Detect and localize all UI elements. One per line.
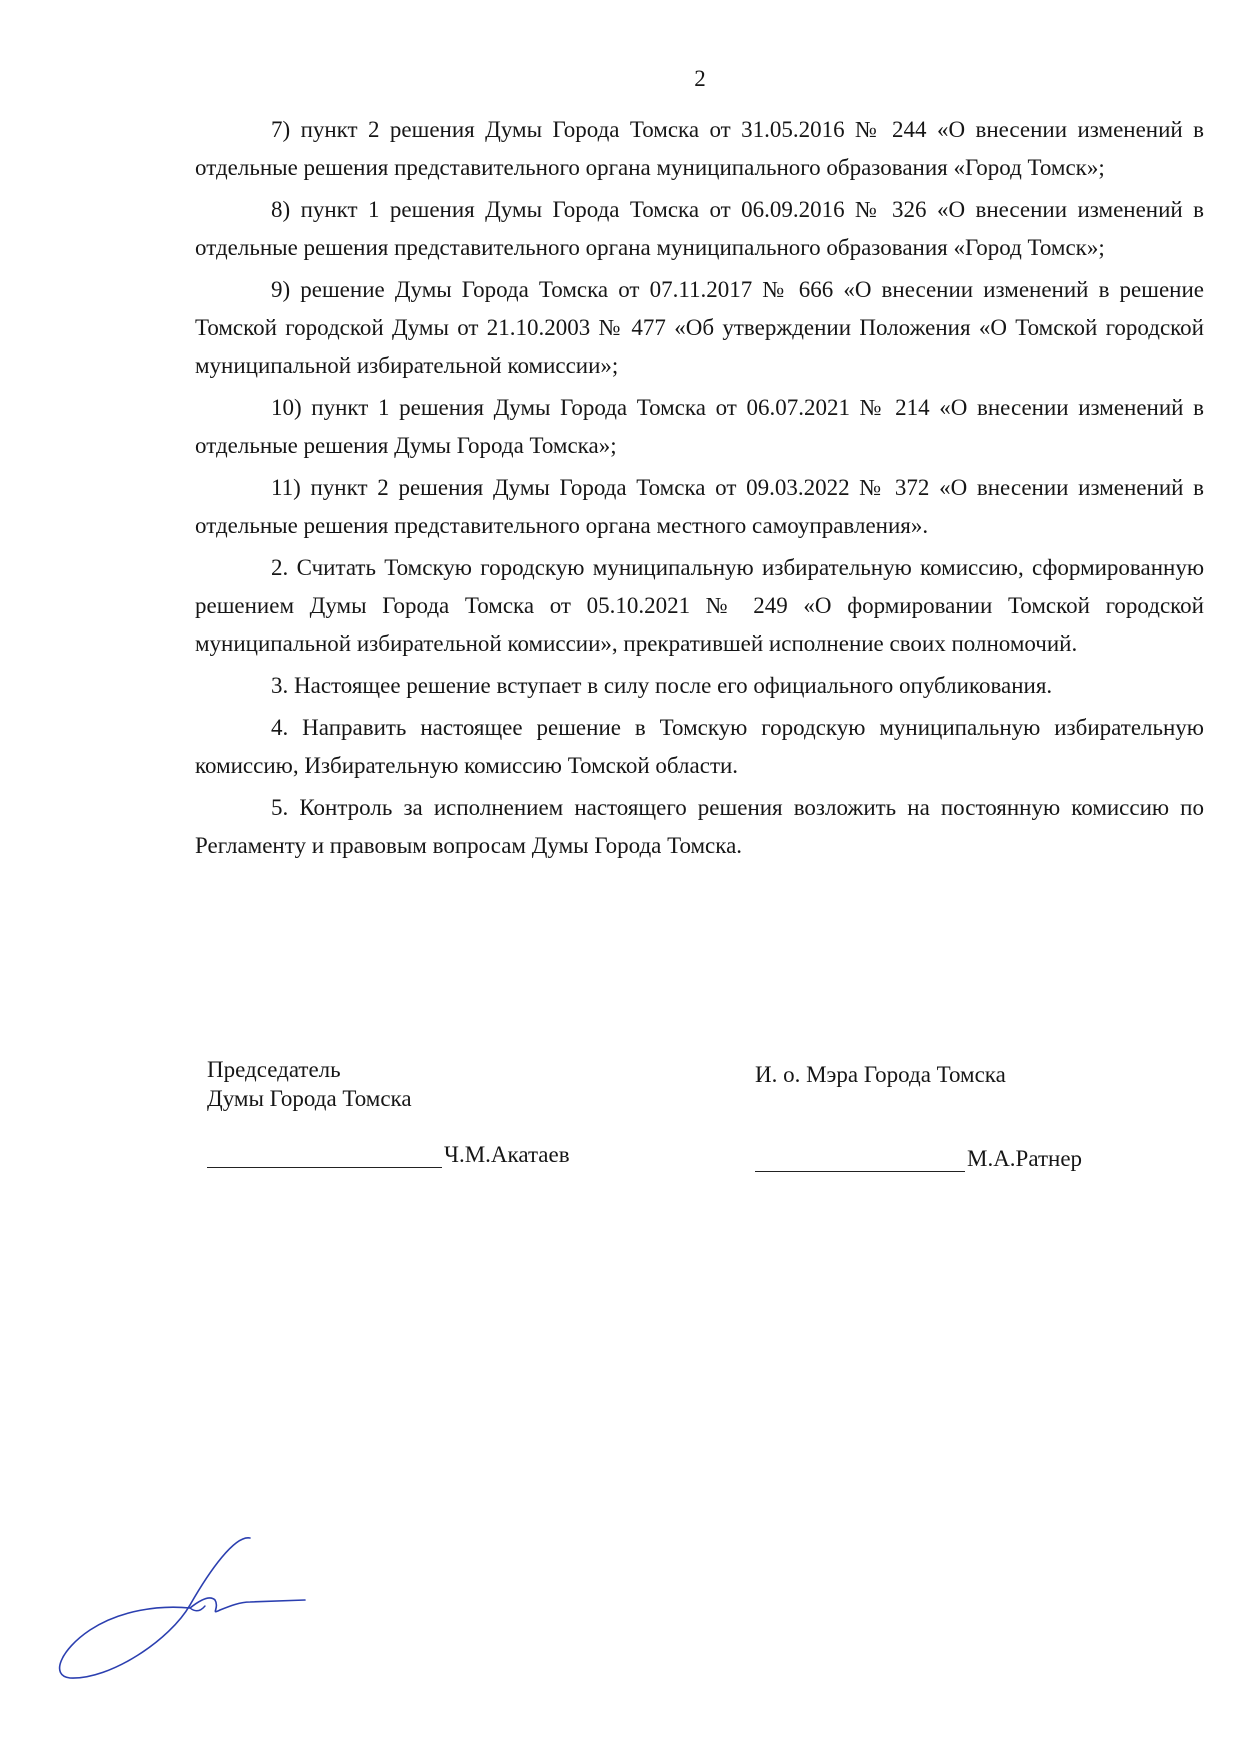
paragraph-clause-5: 5. Контроль за исполнением настоящего решения возложить на постоянную комиссию по Регламенту и правовым вопросам Думы Города Томска. bbox=[195, 795, 1204, 858]
acting-mayor-name: М.А.Ратнер bbox=[967, 1146, 1083, 1171]
signature-mark-icon bbox=[50, 1530, 310, 1690]
paragraph-item-8: 8) пункт 1 решения Думы Города Томска от 06.09.2016 № 326 «О внесении изменений в отдельные решения представительного органа муниципального образования «Город Томск»; bbox=[195, 197, 1204, 260]
paragraph-clause-4: 4. Направить настоящее решение в Томскую городскую муниципальную избирательную комиссию, Избирательную комиссию Томской области. bbox=[195, 715, 1204, 778]
paragraph-clause-3: 3. Настоящее решение вступает в силу после его официального опубликования. bbox=[271, 673, 1053, 698]
acting-mayor-signature-row bbox=[755, 1146, 1082, 1172]
acting-mayor-signature-line bbox=[755, 1147, 965, 1172]
document-body bbox=[195, 111, 1204, 869]
acting-mayor-title-text: И. о. Мэра Города Томска bbox=[755, 1062, 1006, 1087]
chairman-signature-line bbox=[207, 1143, 442, 1168]
page-number: 2 bbox=[694, 66, 706, 91]
paragraph-item-9: 9) решение Думы Города Томска от 07.11.2017 № 666 «О внесении изменений в решение Томской городской Думы от 21.10.2003 № 477 «Об утверждении Положения «О Томской городской муниципальной избирательной комиссии»; bbox=[195, 277, 1204, 378]
paragraph-item-10: 10) пункт 1 решения Думы Города Томска от 06.07.2021 № 214 «О внесении изменений в отдельные решения Думы Города Томска»; bbox=[195, 395, 1204, 458]
handwritten-signature bbox=[50, 1530, 310, 1695]
chairman-signature-row bbox=[207, 1142, 570, 1168]
acting-mayor-title bbox=[755, 1060, 1006, 1089]
chairman-title bbox=[207, 1055, 412, 1113]
chairman-title-line2: Думы Города Томска bbox=[207, 1086, 412, 1111]
paragraph-item-7: 7) пункт 2 решения Думы Города Томска от 31.05.2016 № 244 «О внесении изменений в отдельные решения представительного органа муниципального образования «Город Томск»; bbox=[195, 117, 1204, 180]
paragraph-clause-2: 2. Считать Томскую городскую муниципальную избирательную комиссию, сформированную решением Думы Города Томска от 05.10.2021 № 249 «О формировании Томской городской муниципальной избирательной комиссии», прекратившей исполнение своих полномочий. bbox=[195, 555, 1204, 656]
paragraph-item-11: 11) пункт 2 решения Думы Города Томска от 09.03.2022 № 372 «О внесении изменений в отдельные решения представительного органа местного самоуправления». bbox=[195, 475, 1204, 538]
chairman-title-line1: Председатель bbox=[207, 1057, 341, 1082]
chairman-name: Ч.М.Акатаев bbox=[444, 1142, 570, 1167]
